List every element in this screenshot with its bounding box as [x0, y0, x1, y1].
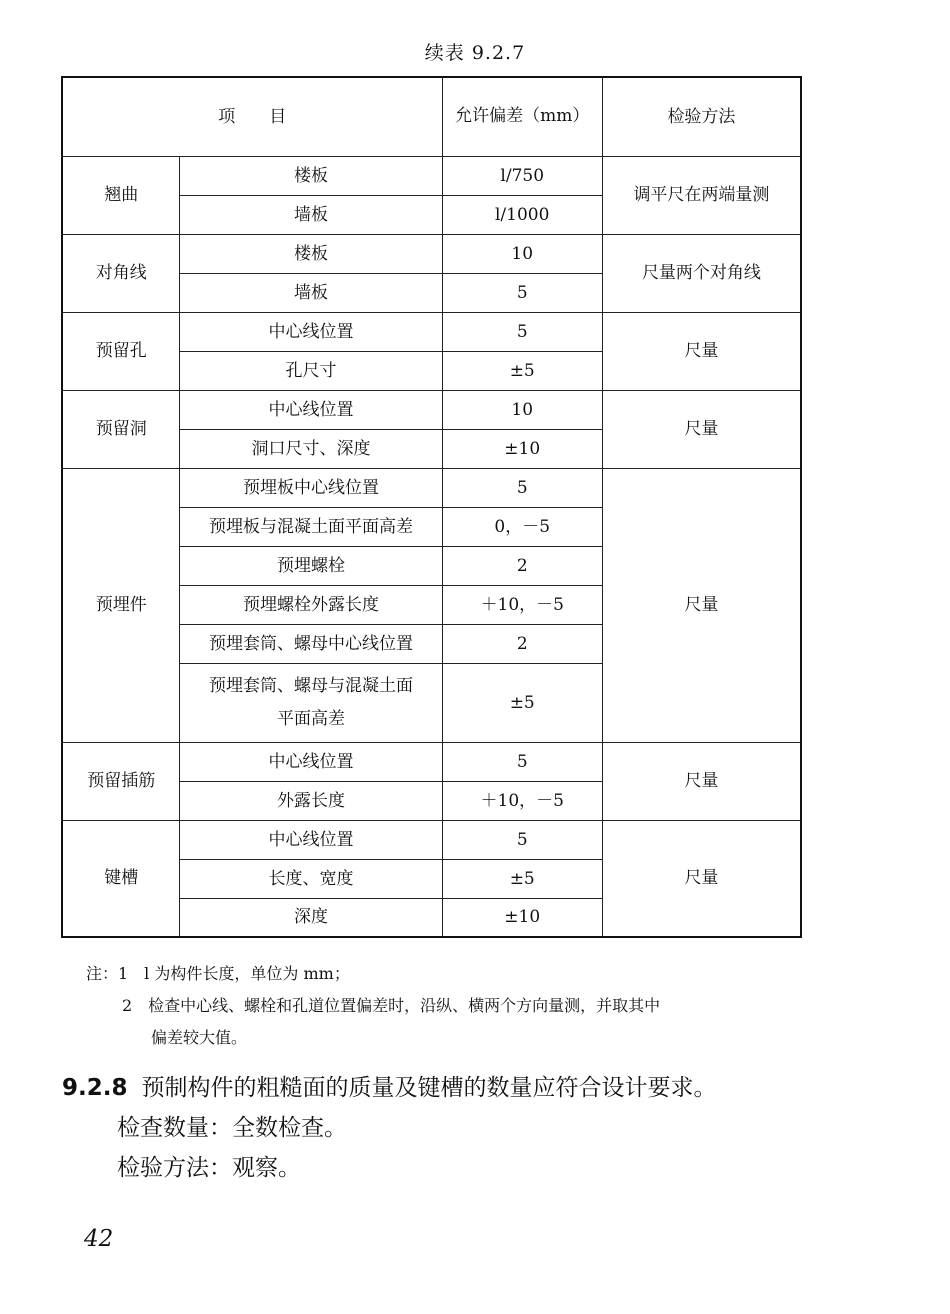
- group-name: 预留洞: [62, 390, 180, 468]
- group-name: 对角线: [62, 234, 180, 312]
- clause-inspection-method: 检验方法：观察。: [117, 1155, 301, 1181]
- table-row: [62, 234, 801, 273]
- method-cell: 尺量: [602, 312, 801, 390]
- clause-inspection-quantity: 检查数量：全数检查。: [117, 1115, 347, 1141]
- table-row: [62, 156, 801, 195]
- tolerance-value: l/1000: [442, 195, 602, 234]
- tolerance-value: 5: [442, 468, 602, 507]
- table-row: [62, 312, 801, 351]
- sub-item: 预埋板中心线位置: [180, 468, 442, 507]
- table-row: [62, 468, 801, 507]
- sub-item: 孔尺寸: [180, 351, 442, 390]
- tolerance-value: 10: [442, 234, 602, 273]
- table-header-row: [62, 77, 801, 156]
- group-name: 预埋件: [62, 468, 180, 742]
- tolerance-value: 5: [442, 312, 602, 351]
- method-cell: 尺量: [602, 468, 801, 742]
- note-1: 注：1 l 为构件长度，单位为 mm；: [86, 964, 350, 983]
- sub-item: 预埋套筒、螺母与混凝土面平面高差: [180, 663, 442, 742]
- sub-item: 墙板: [180, 273, 442, 312]
- header-item: 项 目: [62, 77, 442, 156]
- table-caption: 续表 9.2.7: [424, 42, 526, 64]
- sub-item: 中心线位置: [180, 820, 442, 859]
- tolerance-value: 5: [442, 820, 602, 859]
- clause-text: 预制构件的粗糙面的质量及键槽的数量应符合设计要求。: [141, 1075, 717, 1101]
- method-cell: 尺量两个对角线: [602, 234, 801, 312]
- table-notes: [86, 958, 660, 1054]
- tolerance-value: ±10: [442, 898, 602, 937]
- tolerance-value: 0，－5: [442, 507, 602, 546]
- group-name: 预留插筋: [62, 742, 180, 820]
- group-name: 键槽: [62, 820, 180, 937]
- tolerance-value: ±5: [442, 351, 602, 390]
- sub-item: 预埋螺栓: [180, 546, 442, 585]
- method-cell: 尺量: [602, 390, 801, 468]
- clause-number: 9.2.8: [62, 1075, 128, 1101]
- sub-item: 外露长度: [180, 781, 442, 820]
- sub-item: 预埋螺栓外露长度: [180, 585, 442, 624]
- sub-item: 楼板: [180, 234, 442, 273]
- tolerance-value: ±5: [442, 859, 602, 898]
- sub-item: 中心线位置: [180, 390, 442, 429]
- page-number: 42: [84, 1226, 114, 1252]
- tolerance-table: [61, 76, 802, 938]
- method-cell: 尺量: [602, 820, 801, 937]
- clause-main-line: [62, 1068, 717, 1108]
- sub-item: 预埋板与混凝土面平面高差: [180, 507, 442, 546]
- tolerance-value: l/750: [442, 156, 602, 195]
- group-name: 翘曲: [62, 156, 180, 234]
- sub-item: 楼板: [180, 156, 442, 195]
- sub-item: 预埋套筒、螺母中心线位置: [180, 624, 442, 663]
- group-name: 预留孔: [62, 312, 180, 390]
- tolerance-value: ＋10，－5: [442, 781, 602, 820]
- note-2-continued: 偏差较大值。: [151, 1028, 248, 1047]
- sub-item: 中心线位置: [180, 742, 442, 781]
- clause-9-2-8: [62, 1068, 717, 1188]
- tolerance-value: 5: [442, 273, 602, 312]
- sub-item: 墙板: [180, 195, 442, 234]
- method-cell: 调平尺在两端量测: [602, 156, 801, 234]
- table-row: [62, 742, 801, 781]
- note-2: 2 检查中心线、螺栓和孔道位置偏差时，沿纵、横两个方向量测，并取其中: [122, 996, 661, 1015]
- tolerance-value: 10: [442, 390, 602, 429]
- method-cell: 尺量: [602, 742, 801, 820]
- sub-item: 中心线位置: [180, 312, 442, 351]
- tolerance-value: ±5: [442, 663, 602, 742]
- tolerance-value: 5: [442, 742, 602, 781]
- sub-item: 深度: [180, 898, 442, 937]
- table-row: [62, 390, 801, 429]
- tolerance-value: ±10: [442, 429, 602, 468]
- header-tolerance: 允许偏差（mm）: [442, 77, 602, 156]
- tolerance-value: 2: [442, 546, 602, 585]
- sub-item: 洞口尺寸、深度: [180, 429, 442, 468]
- header-method: 检验方法: [602, 77, 801, 156]
- sub-item: 长度、宽度: [180, 859, 442, 898]
- table-row: [62, 820, 801, 859]
- tolerance-value: ＋10，－5: [442, 585, 602, 624]
- tolerance-value: 2: [442, 624, 602, 663]
